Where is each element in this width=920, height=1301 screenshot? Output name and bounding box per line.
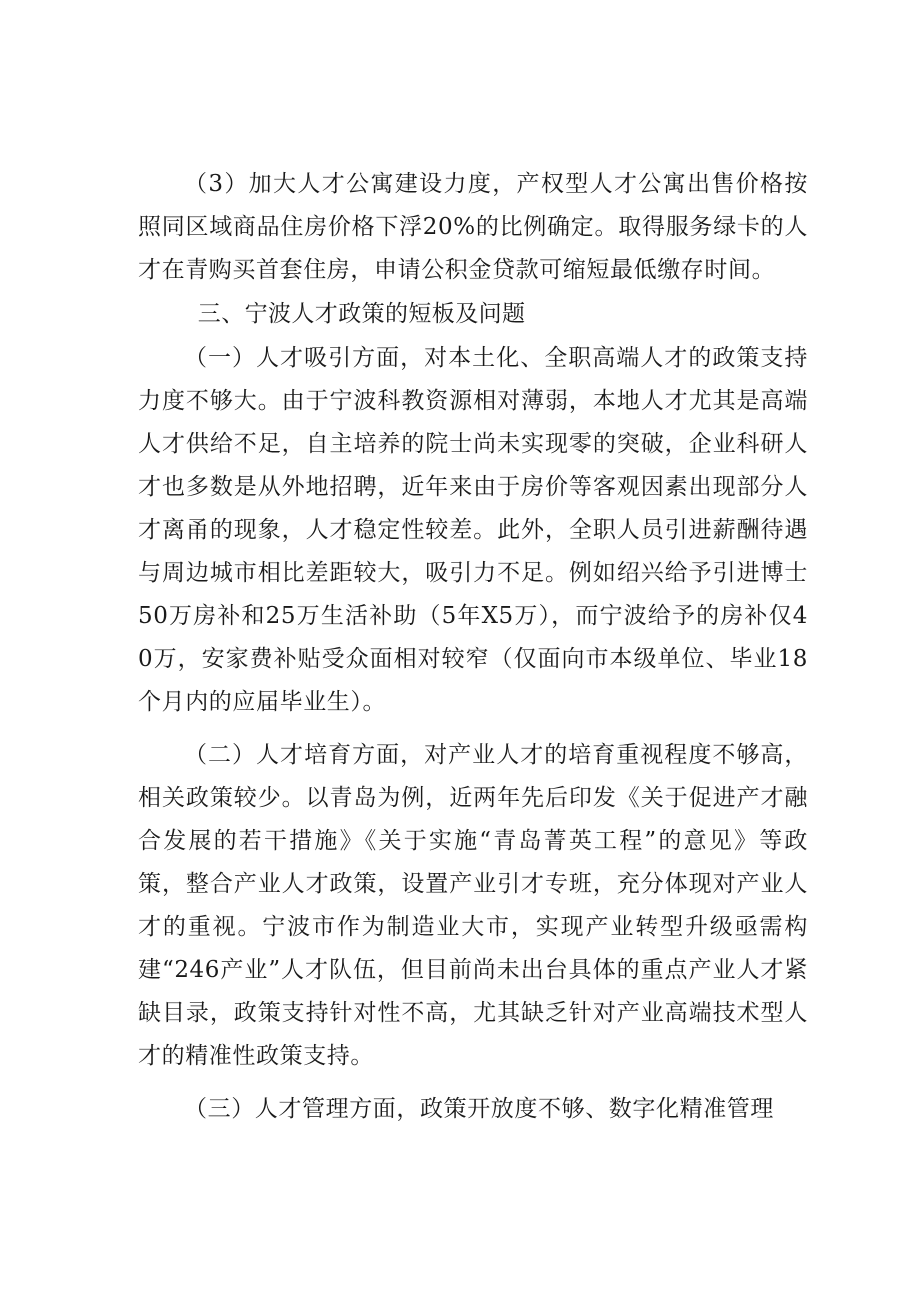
section-heading: 三、宁波人才政策的短板及问题 bbox=[197, 301, 526, 327]
paragraph-talent-management: （三）人才管理方面，政策开放度不够、数字化精准管理 bbox=[184, 1096, 774, 1122]
paragraph-housing-policy: （3）加大人才公寓建设力度，产权型人才公寓出售价格按照同区域商品住房价格下浮20%的比例确定。取得服务绿卡的人才在青购买首套住房，申请公积金贷款可缩短最低缴存时间。 bbox=[138, 171, 808, 283]
paragraph-talent-cultivation: （二）人才培育方面，对产业人才的培育重视程度不够高，相关政策较少。以青岛为例，近两年先后印发《关于促进产才融合发展的若干措施》《关于实施“青岛菁英工程”的意见》等政策，整合产业人才政策，设置产业引才专班，充分体现对产业人才的重视。宁波市作为制造业大市，实现产业转型升级亟需构建“246产业”人才队伍，但目前尚未出台具体的重点产业人才紧缺目录，政策支持针对性不高，尤其缺乏针对产业高端技术型人才的精准性政策支持。 bbox=[138, 742, 808, 1069]
paragraph-talent-attraction: （一）人才吸引方面，对本土化、全职高端人才的政策支持力度不够大。由于宁波科教资源相对薄弱，本地人才尤其是高端人才供给不足，自主培养的院士尚未实现零的突破，企业科研人才也多数是从外地招聘，近年来由于房价等客观因素出现部分人才离甬的现象，人才稳定性较差。此外，全职人员引进薪酬待遇与周边城市相比差距较大，吸引力不足。例如绍兴给予引进博士50万房补和25万生活补助（5年X5万），而宁波给予的房补仅40万，安家费补贴受众面相对较窄（仅面向市本级单位、毕业18个月内的应届毕业生）。 bbox=[138, 345, 808, 715]
document-body bbox=[138, 163, 808, 1131]
